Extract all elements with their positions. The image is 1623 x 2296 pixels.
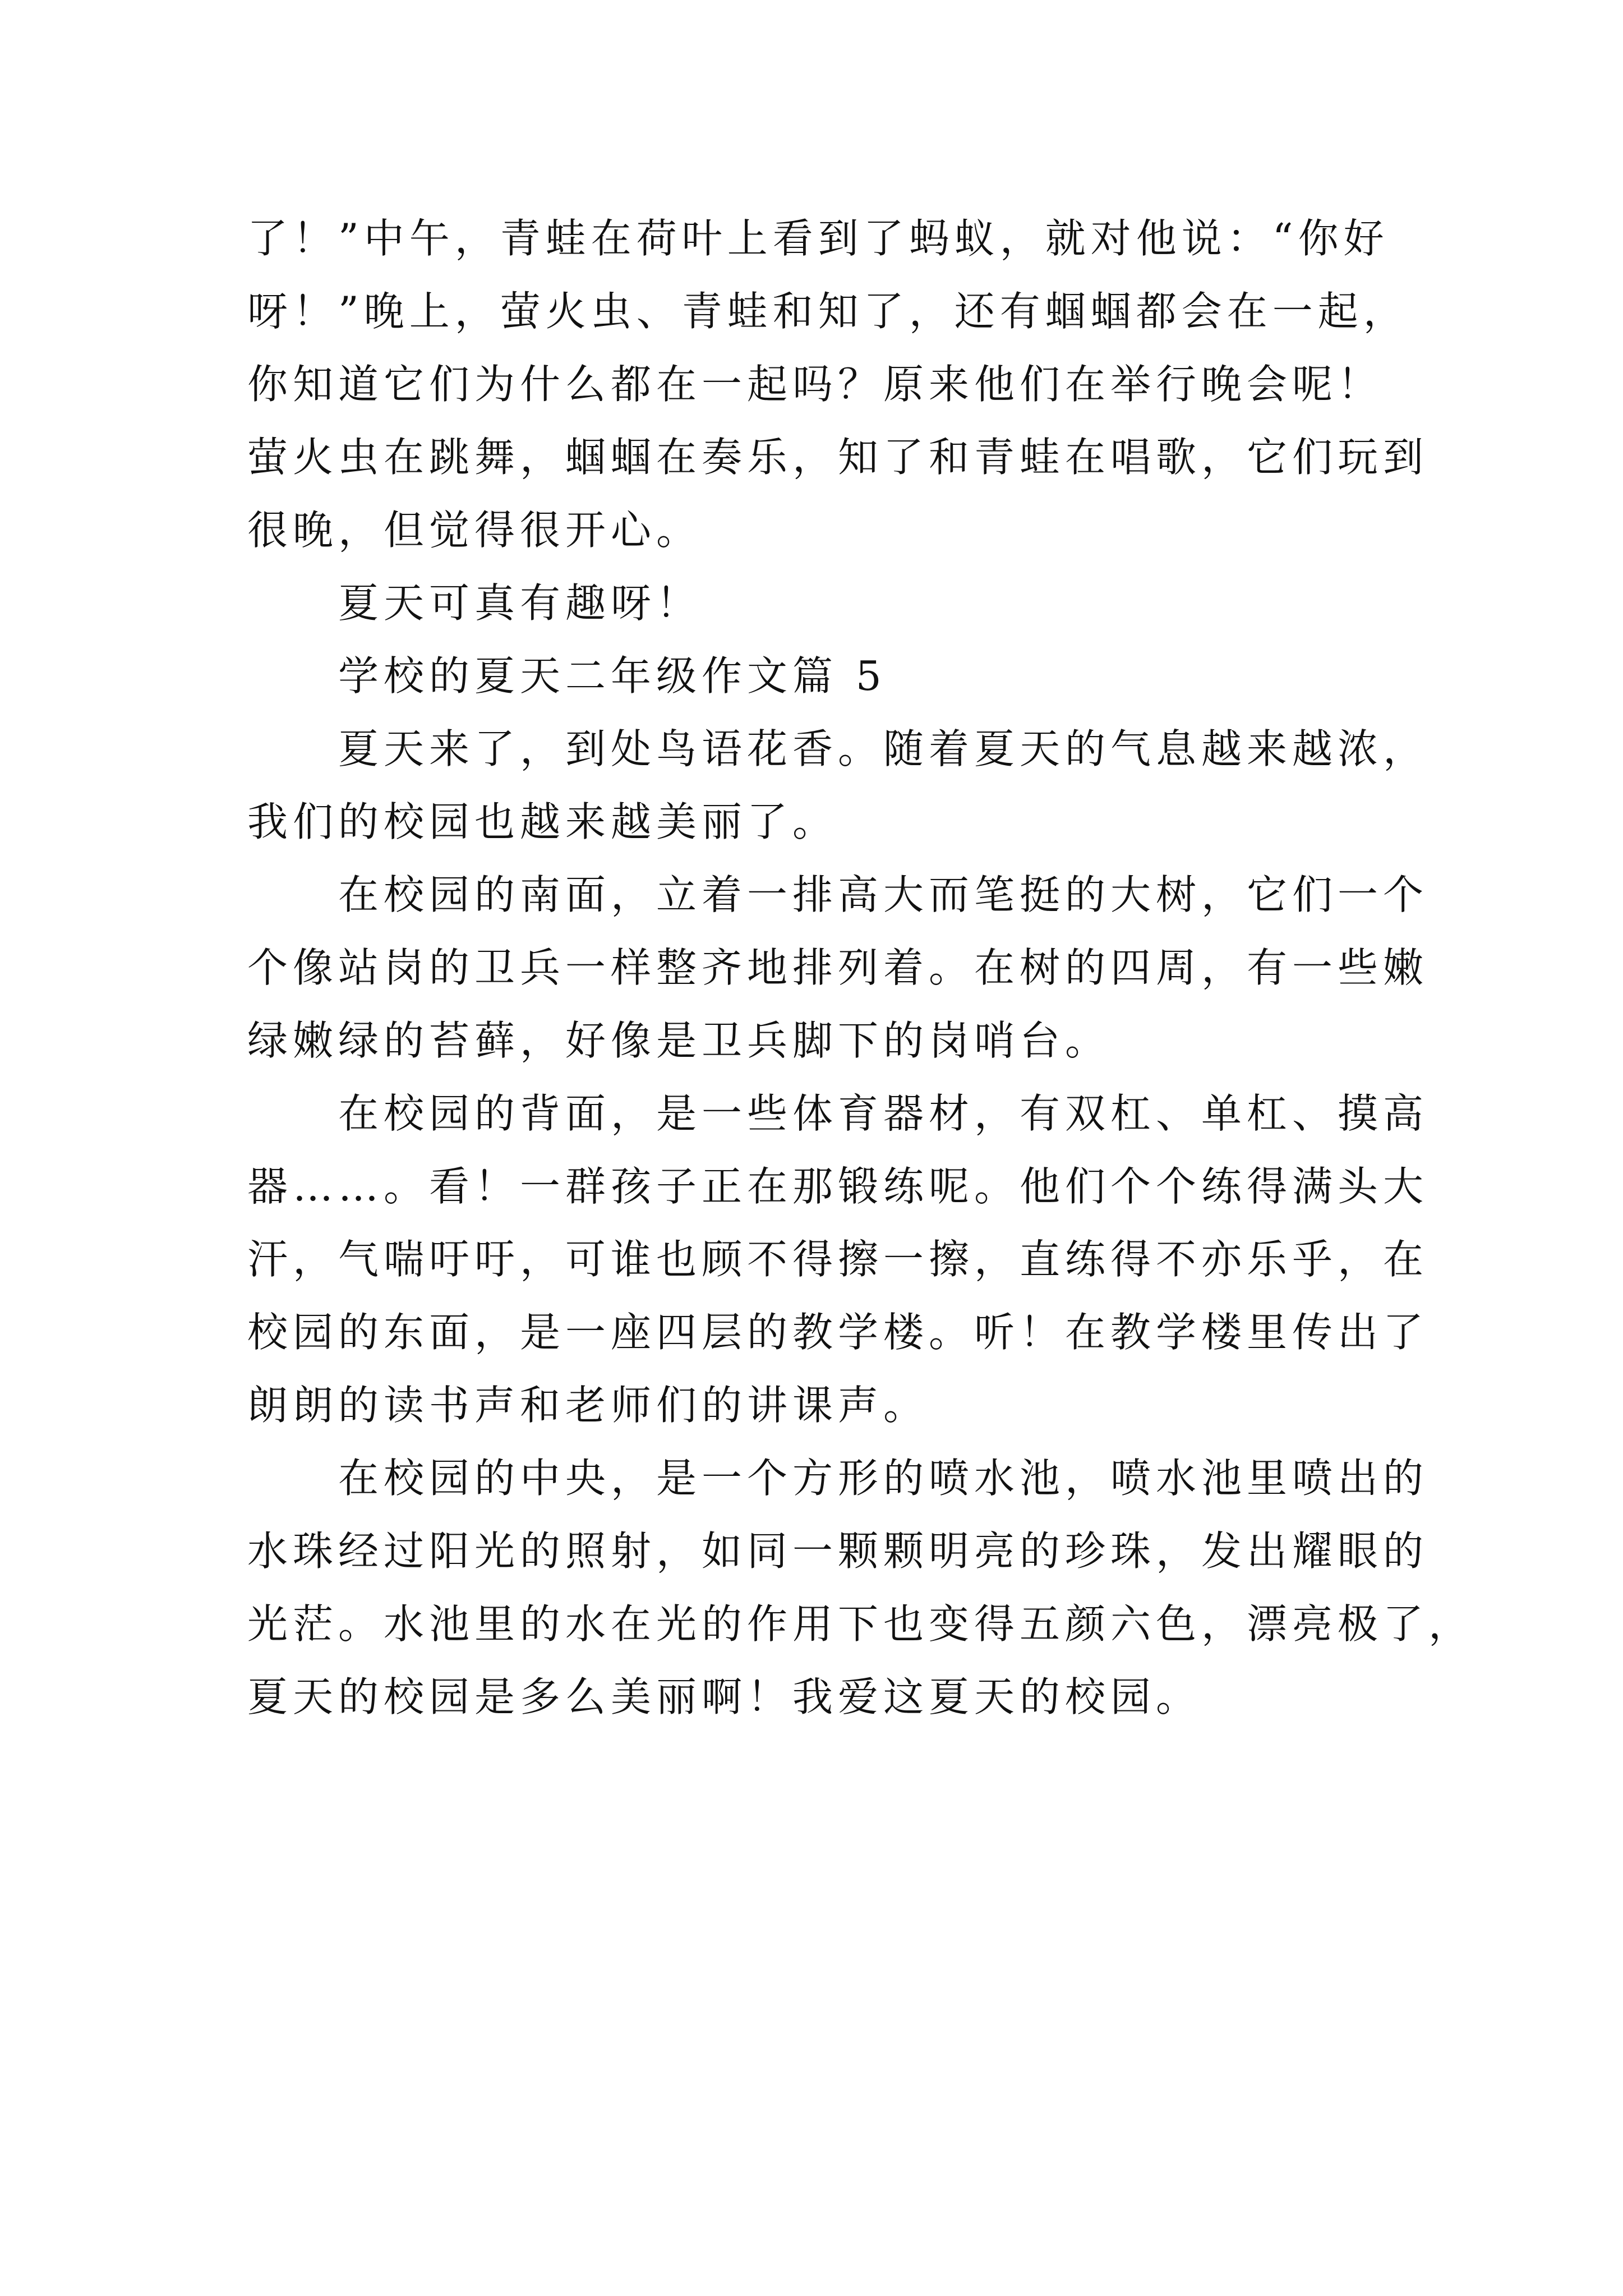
text-line: 夏天的校园是多么美丽啊！我爱这夏天的校园。 bbox=[247, 1673, 1202, 1720]
text-line: 在校园的背面，是一些体育器材，有双杠、单杠、摸高 bbox=[338, 1090, 1429, 1137]
text-line: 在校园的南面，立着一排高大而笔挺的大树，它们一个 bbox=[338, 871, 1429, 918]
text-line: 校园的东面，是一座四层的教学楼。听！在教学楼里传出了 bbox=[247, 1309, 1429, 1356]
text-line: 了！”中午，青蛙在荷叶上看到了蚂蚁，就对他说：“你好 bbox=[247, 215, 1389, 262]
text-line: 绿嫩绿的苔藓，好像是卫兵脚下的岗哨台。 bbox=[247, 1017, 1111, 1064]
text-line: 你知道它们为什么都在一起吗？原来他们在举行晚会呢！ bbox=[247, 361, 1384, 408]
text-line: 呀！”晚上，萤火虫、青蛙和知了，还有蝈蝈都会在一起， bbox=[247, 288, 1409, 335]
text-line: 在校园的中央，是一个方形的喷水池，喷水池里喷出的 bbox=[338, 1455, 1429, 1502]
text-line: 水珠经过阳光的照射，如同一颗颗明亮的珍珠，发出耀眼的 bbox=[247, 1527, 1429, 1575]
text-line: 朗朗的读书声和老师们的讲课声。 bbox=[247, 1382, 929, 1429]
text-line: 夏天来了，到处鸟语花香。随着夏天的气息越来越浓， bbox=[338, 725, 1429, 772]
text-line: 光茫。水池里的水在光的作用下也变得五颜六色，漂亮极了， bbox=[247, 1600, 1474, 1648]
text-line: 萤火虫在跳舞，蝈蝈在奏乐，知了和青蛙在唱歌，它们玩到 bbox=[247, 434, 1429, 481]
text-line: 个像站岗的卫兵一样整齐地排列着。在树的四周，有一些嫩 bbox=[247, 944, 1429, 991]
text-line: 夏天可真有趣呀！ bbox=[338, 579, 702, 627]
text-line: 我们的校园也越来越美丽了。 bbox=[247, 798, 838, 845]
document-body bbox=[247, 202, 1474, 1733]
section-title: 学校的夏天二年级作文篇 5 bbox=[338, 652, 887, 700]
text-line: 很晚，但觉得很开心。 bbox=[247, 507, 702, 554]
text-line: 汗，气喘吁吁，可谁也顾不得擦一擦，直练得不亦乐乎，在 bbox=[247, 1236, 1429, 1283]
text-line: 器……。看！一群孩子正在那锻练呢。他们个个练得满头大 bbox=[247, 1163, 1429, 1210]
